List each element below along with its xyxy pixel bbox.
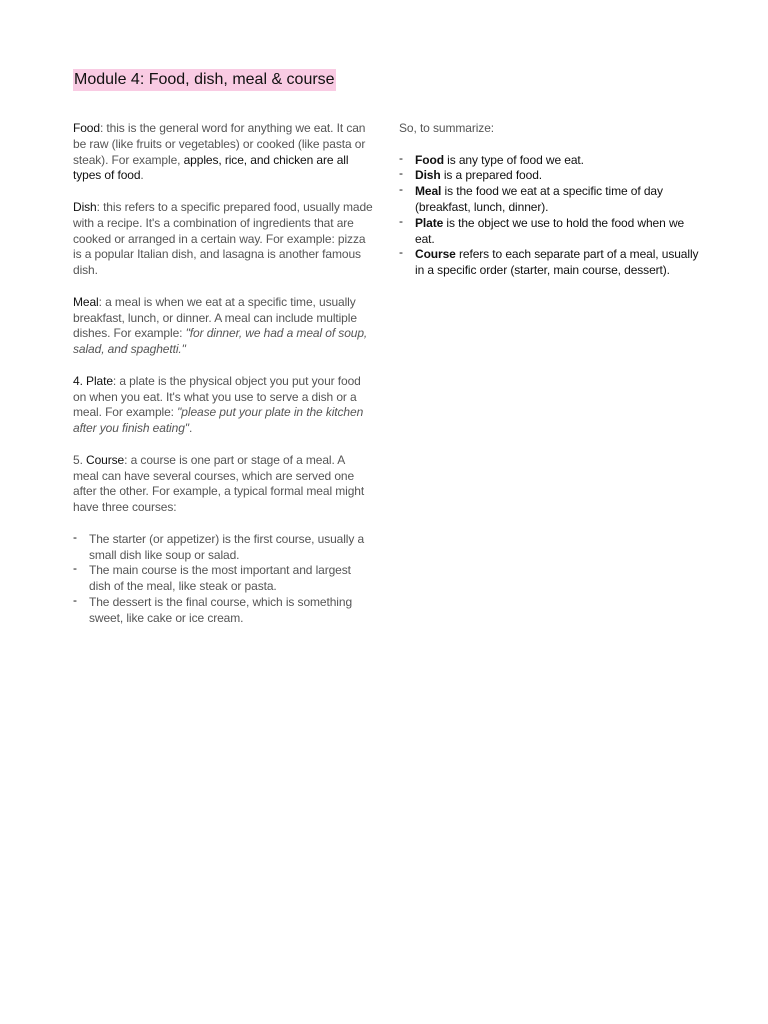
plate-term: 4. Plate — [73, 373, 113, 388]
summary-term: Plate — [415, 215, 444, 230]
summary-term: Meal — [415, 184, 442, 199]
list-item — [399, 153, 699, 169]
meal-paragraph — [73, 295, 373, 358]
dish-definition: : this refers to a specific prepared food, usually made with a recipe. It's a combination of ingredients that are cooked or arranged in a certain way. For example: pizza is a popular Italian dish, and lasagna is another famous dish. — [73, 199, 373, 278]
food-definition: : this is the general word for anything we eat. It can be raw (like fruits or vegetables) or cooked (like pasta or steak). For example, — [73, 121, 366, 167]
course-paragraph — [73, 453, 373, 516]
summary-term: Food — [415, 152, 444, 167]
dish-term: Dish — [73, 199, 97, 214]
food-paragraph — [73, 121, 373, 184]
list-item — [399, 168, 699, 184]
left-column — [73, 121, 373, 627]
meal-term: Meal — [73, 294, 99, 309]
list-item — [399, 184, 699, 216]
plate-example: "please put your plate in the kitchen after you finish eating" — [73, 405, 364, 436]
summary-term: Course — [415, 247, 456, 262]
meal-example: "for dinner, we had a meal of soup, salad, and spaghetti." — [73, 326, 368, 357]
courses-list — [73, 532, 373, 627]
list-item — [399, 216, 699, 248]
food-period: . — [140, 168, 144, 183]
summary-term: Dish — [415, 168, 441, 183]
summary-text: is a prepared food. — [440, 168, 543, 183]
course-number: 5. — [73, 452, 87, 467]
list-item — [399, 247, 699, 279]
course-term: Course — [86, 452, 125, 467]
list-item: - The dessert is the final course, which is something sweet, like cake or ice cream. — [73, 595, 373, 627]
list-item: - The main course is the most important and largest dish of the meal, like steak or pasta. — [73, 563, 373, 595]
summary-text: is the food we eat at a specific time of day (breakfast, lunch, dinner). — [415, 184, 663, 214]
list-item: - The starter (or appetizer) is the first course, usually a small dish like soup or salad. — [73, 532, 373, 564]
food-term: Food — [73, 121, 100, 135]
plate-definition: : a plate is the physical object you put your food on when you eat. It's what you use to serve a dish or a meal. For example: — [73, 373, 361, 420]
summary-list — [399, 153, 699, 279]
course-definition: : a course is one part or stage of a meal. A meal can have several courses, which are served one after the other. For example, a typical formal meal might have three courses: — [73, 452, 365, 515]
summary-text: refers to each separate part of a meal, usually in a specific order (starter, main course, dessert). — [415, 247, 699, 278]
dish-paragraph — [73, 200, 373, 279]
food-example: apples, rice, and chicken are all types of food — [73, 152, 349, 183]
right-column — [399, 121, 699, 279]
summary-text: is any type of food we eat. — [443, 152, 584, 167]
plate-paragraph — [73, 374, 373, 437]
summary-intro: So, to summarize: — [399, 121, 494, 135]
plate-period: . — [188, 421, 193, 436]
meal-definition: : a meal is when we eat at a specific time, usually breakfast, lunch, or dinner. A meal can include multiple dishes. For example: — [73, 294, 357, 341]
summary-text: is the object we use to hold the food when we eat. — [415, 215, 685, 246]
page-title: Module 4: Food, dish, meal & course — [73, 69, 336, 91]
